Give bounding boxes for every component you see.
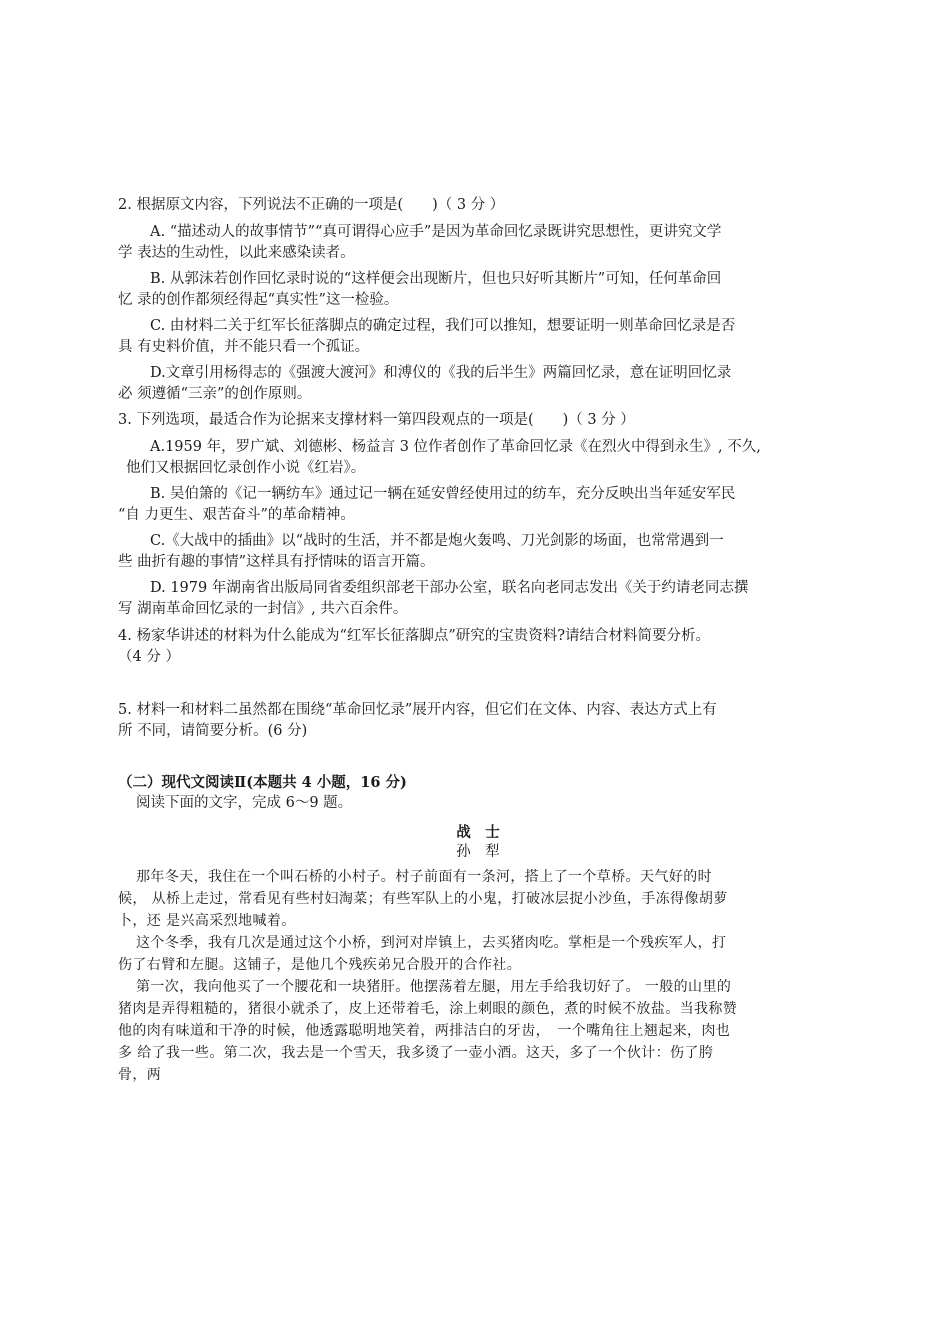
story-body	[118, 866, 838, 1086]
question-2-option-c: C. 由材料二关于红军长征落脚点的确定过程，我们可以推知，想要证明一则革命回忆录是否 具 有史料价值，并不能只看一个孤证。	[118, 318, 736, 355]
section-2	[118, 772, 838, 814]
question-3-option-c: C.《大战中的插曲》以“战时的生活，并不都是炮火轰鸣、刀光剑影的场面，也常常遇到一 些 曲折有趣的事情”这样具有抒情味的语言开篇。	[118, 533, 724, 570]
question-3-option-a: A.1959 年，罗广斌、刘德彬、杨益言 3 位作者创作了革命回忆录《在烈火中得到永生》, 不久, 他们又根据回忆录创作小说《红岩》。	[126, 439, 761, 476]
question-3-option-b: B. 吴伯箫的《记一辆纺车》通过记一辆在延安曾经使用过的纺车，充分反映出当年延安军民 “自 力更生、艰苦奋斗”的革命精神。	[118, 486, 736, 523]
story-paragraph: 那年冬天，我住在一个叫石桥的小村子。村子前面有一条河，搭上了一个草桥。天气好的时 候， 从桥上走过，常看见有些村妇淘菜；有些军队上的小鬼，打破冰层捉小沙鱼，手冻得像胡萝 卜，还 是兴高采烈地喊着。	[118, 869, 728, 929]
story-author: 孙 犁	[456, 844, 500, 860]
question-2-option-d: D.文章引用杨得志的《强渡大渡河》和溥仪的《我的后半生》两篇回忆录，意在证明回忆录 必 须遵循“三亲”的创作原则。	[118, 365, 732, 402]
question-2	[118, 195, 838, 405]
story-paragraph: 第一次，我向他买了一个腰花和一块猪肝。他摆荡着左腿，用左手给我切好了。 一般的山里的 猪肉是弄得粗糙的，猪很小就杀了，皮上还带着毛，涂上刺眼的颜色，煮的时候不放盐。当我称赞 他的肉有味道和干净的时候，他透露聪明地笑着，两排洁白的牙齿， 一个嘴角往上翘起来，肉也 多 给了我一些。第二次，我去是一个雪天，我多烫了一壶小酒。这天，多了一个伙计：伤了胯 骨，两	[118, 979, 738, 1083]
story-header	[118, 822, 838, 862]
question-2-option-a: A. “描述动人的故事情节”“真可谓得心应手”是因为革命回忆录既讲究思想性，更讲究文学 学 表达的生动性，以此来感染读者。	[118, 224, 722, 261]
question-3-option-d: D. 1979 年湖南省出版局同省委组织部老干部办公室，联名向老同志发出《关于约请老同志撰 写 湖南革命回忆录的一封信》, 共六百余件。	[118, 580, 749, 617]
question-5: 5. 材料一和材料二虽然都在围绕“革命回忆录”展开内容，但它们在文体、内容、表达方式上有 所 不同，请简要分析。(6 分)	[118, 702, 717, 739]
question-2-stem: 2. 根据原文内容，下列说法不正确的一项是( )（ 3 分 ）	[118, 197, 505, 213]
question-2-option-b: B. 从郭沫若创作回忆录时说的“这样便会出现断片，但也只好听其断片”可知，任何革命回 忆 录的创作都须经得起“真实性”这一检验。	[118, 271, 722, 308]
question-4: 4. 杨家华讲述的材料为什么能成为“红军长征落脚点”研究的宝贵资料?请结合材料简要分析。 （4 分 ）	[118, 628, 711, 665]
story-title: 战 士	[456, 824, 500, 841]
question-3	[118, 410, 838, 620]
question-3-stem: 3. 下列选项，最适合作为论据来支撑材料一第四段观点的一项是( )（ 3 分 ）	[118, 412, 635, 428]
section-heading: （二）现代文阅读Ⅱ(本题共 4 小题，16 分)	[118, 774, 407, 791]
story-paragraph: 这个冬季，我有几次是通过这个小桥，到河对岸镇上，去买猪肉吃。掌柜是一个残疾军人，打 伤了右臂和左腿。这铺子，是他几个残疾弟兄合股开的合作社。	[118, 935, 727, 973]
section-instruction: 阅读下面的文字，完成 6～9 题。	[136, 795, 353, 811]
